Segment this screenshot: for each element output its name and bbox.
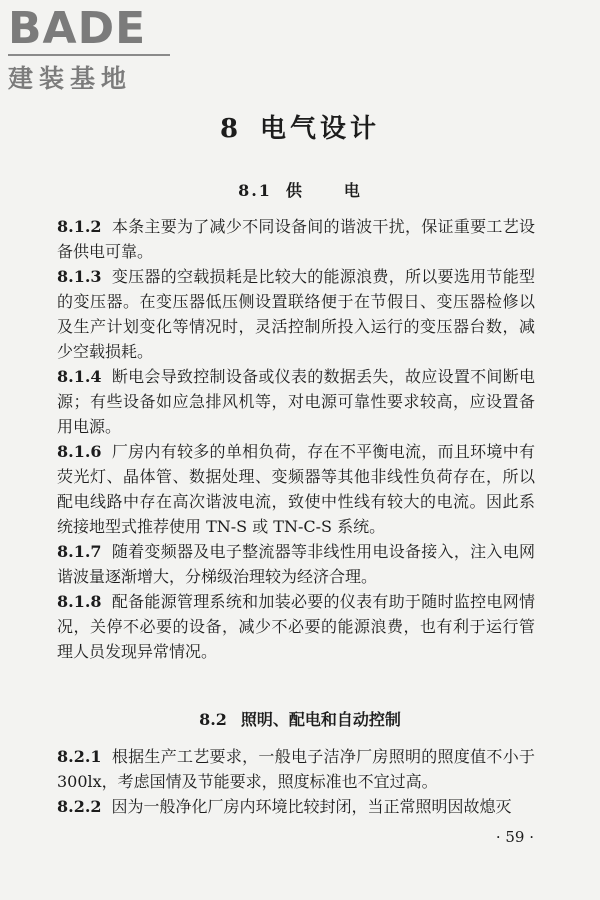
section-heading-8-1 [0, 178, 600, 201]
logo-subtitle: 建装基地 [8, 64, 133, 93]
paragraph [57, 794, 535, 819]
clause-number: 8.2.1 [57, 747, 102, 766]
clause-text: 因为一般净化厂房内环境比较封闭，当正常照明因故熄灭 [111, 797, 512, 816]
section-8-1-body [57, 214, 535, 664]
section-8-2-body [57, 744, 535, 819]
logo [8, 3, 178, 95]
page-number: · 59 · [495, 828, 534, 846]
paragraph [57, 214, 535, 264]
chapter-number: 8 [219, 114, 243, 144]
chapter-title-text: 电气设计 [260, 114, 381, 144]
clause-number: 8.1.4 [57, 367, 102, 386]
clause-number: 8.1.8 [57, 592, 102, 611]
clause-number: 8.1.3 [57, 267, 102, 286]
section-title-part: 电 [343, 181, 362, 200]
clause-text: 变压器的空载损耗是比较大的能源浪费，所以要选用节能型的变压器。在变压器低压侧设置联络便于在节假日、变压器检修以及生产计划变化等情况时，灵活控制所投入运行的变压器台数，减少空载损耗。 [57, 267, 535, 361]
paragraph [57, 264, 535, 364]
section-number: 8.1 [238, 181, 272, 200]
section-title-text: 照明、配电和自动控制 [240, 710, 401, 729]
section-heading-8-2 [0, 707, 600, 730]
section-number: 8.2 [199, 710, 227, 729]
section-title-part: 供 [285, 181, 304, 200]
clause-text: 本条主要为了减少不同设备间的谐波干扰，保证重要工艺设备供电可靠。 [57, 217, 535, 261]
clause-number: 8.2.2 [57, 797, 102, 816]
logo-divider [8, 54, 170, 56]
paragraph [57, 589, 535, 664]
paragraph [57, 364, 535, 439]
clause-number: 8.1.6 [57, 442, 102, 461]
clause-text: 根据生产工艺要求，一般电子洁净厂房照明的照度值不小于 300lx，考虑国情及节能要求，照度标准也不宜过高。 [57, 747, 535, 791]
paragraph [57, 744, 535, 794]
clause-number: 8.1.2 [57, 217, 102, 236]
paragraph [57, 439, 535, 539]
clause-text: 随着变频器及电子整流器等非线性用电设备接入，注入电网谐波量逐渐增大，分梯级治理较为经济合理。 [57, 542, 535, 586]
logo-brand: BADE [8, 3, 147, 54]
clause-text: 配备能源管理系统和加装必要的仪表有助于随时监控电网情况，关停不必要的设备，减少不必要的能源浪费，也有利于运行管理人员发现异常情况。 [57, 592, 535, 661]
clause-text: 断电会导致控制设备或仪表的数据丢失，故应设置不间断电源；有些设备如应急排风机等，对电源可靠性要求较高，应设置备用电源。 [57, 367, 535, 436]
chapter-title [0, 108, 600, 145]
clause-number: 8.1.7 [57, 542, 102, 561]
clause-text: 厂房内有较多的单相负荷，存在不平衡电流，而且环境中有荧光灯、晶体管、数据处理、变频器等其他非线性负荷存在，所以配电线路中存在高次谐波电流，致使中性线有较大的电流。因此系统接地型式推荐使用 TN-S 或 TN-C-S 系统。 [57, 442, 535, 536]
paragraph [57, 539, 535, 589]
